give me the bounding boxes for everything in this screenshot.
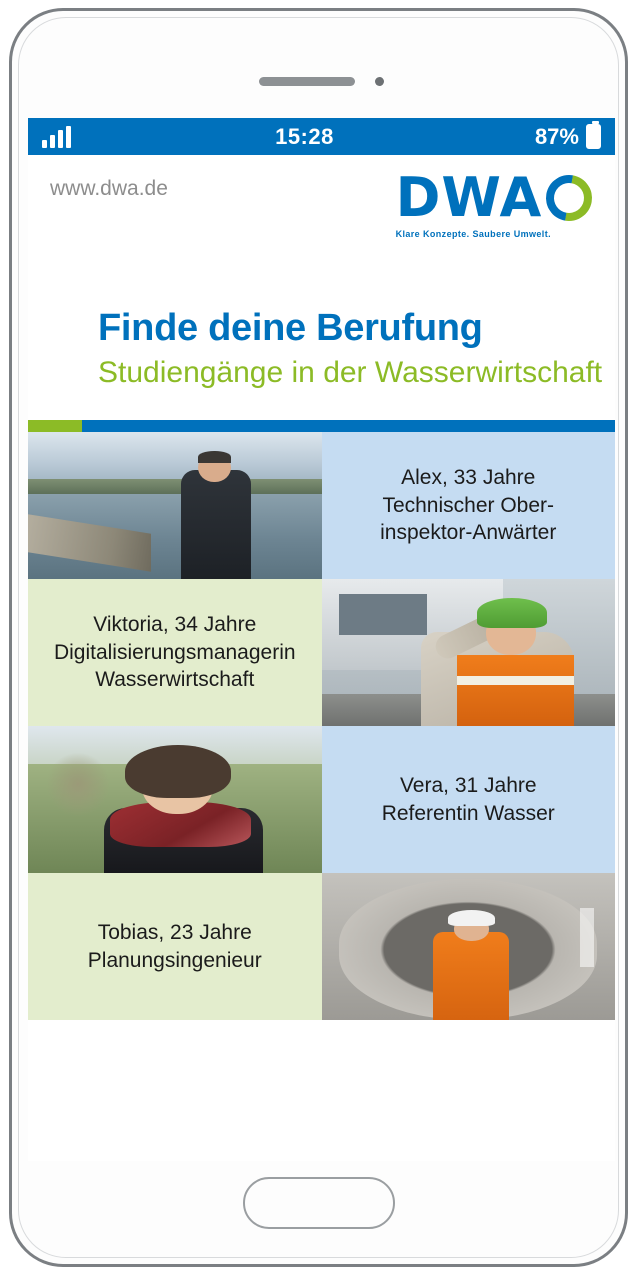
page-subtitle: Studiengänge in der Wasserwirtschaft <box>98 356 603 389</box>
page-title: Finde deine Berufung <box>98 307 483 349</box>
status-clock: 15:28 <box>275 123 334 149</box>
phone-top-hardware <box>12 74 625 92</box>
battery-percent-label: 87% <box>534 123 579 149</box>
card-vera[interactable] <box>322 726 616 873</box>
card-viktoria[interactable] <box>28 579 322 726</box>
photo-viktoria-construction[interactable] <box>322 579 616 726</box>
card-tobias-caption: Tobias, 23 Jahre Planungsingenieur <box>87 920 262 972</box>
divider-green-segment <box>28 420 82 432</box>
persons-grid <box>28 432 615 1020</box>
logo-ring-icon <box>537 166 601 230</box>
card-viktoria-caption: Viktoria, 34 Jahre Digitalisierungsmanagerin Wasserwirtschaft <box>53 612 296 692</box>
card-tobias[interactable] <box>28 873 322 1020</box>
page-header <box>28 155 615 255</box>
dwa-logo[interactable] <box>395 166 597 239</box>
battery-status <box>535 124 601 150</box>
front-camera-icon <box>375 77 384 86</box>
phone-screen <box>28 118 615 1161</box>
battery-icon <box>586 124 601 149</box>
photo-tobias-pipe[interactable] <box>322 873 616 1020</box>
signal-bars-icon <box>42 126 74 148</box>
title-block <box>28 255 615 390</box>
card-vera-caption: Vera, 31 Jahre Referentin Wasser <box>381 773 555 825</box>
card-alex-caption: Alex, 33 Jahre Technischer Ober- inspektor-Anwärter <box>380 465 557 545</box>
accent-divider <box>28 420 615 432</box>
earpiece-speaker <box>259 77 355 86</box>
site-url-label[interactable]: www.dwa.de <box>50 177 168 200</box>
card-alex[interactable] <box>322 432 616 579</box>
status-bar <box>28 118 615 155</box>
divider-blue-segment <box>82 420 615 432</box>
phone-device <box>9 8 628 1267</box>
logo-wordmark: DWA <box>395 166 543 229</box>
photo-alex-lake[interactable] <box>28 432 322 579</box>
photo-vera-meadow[interactable] <box>28 726 322 873</box>
home-button[interactable] <box>243 1177 395 1229</box>
logo-tagline: Klare Konzepte. Saubere Umwelt. <box>395 229 551 239</box>
